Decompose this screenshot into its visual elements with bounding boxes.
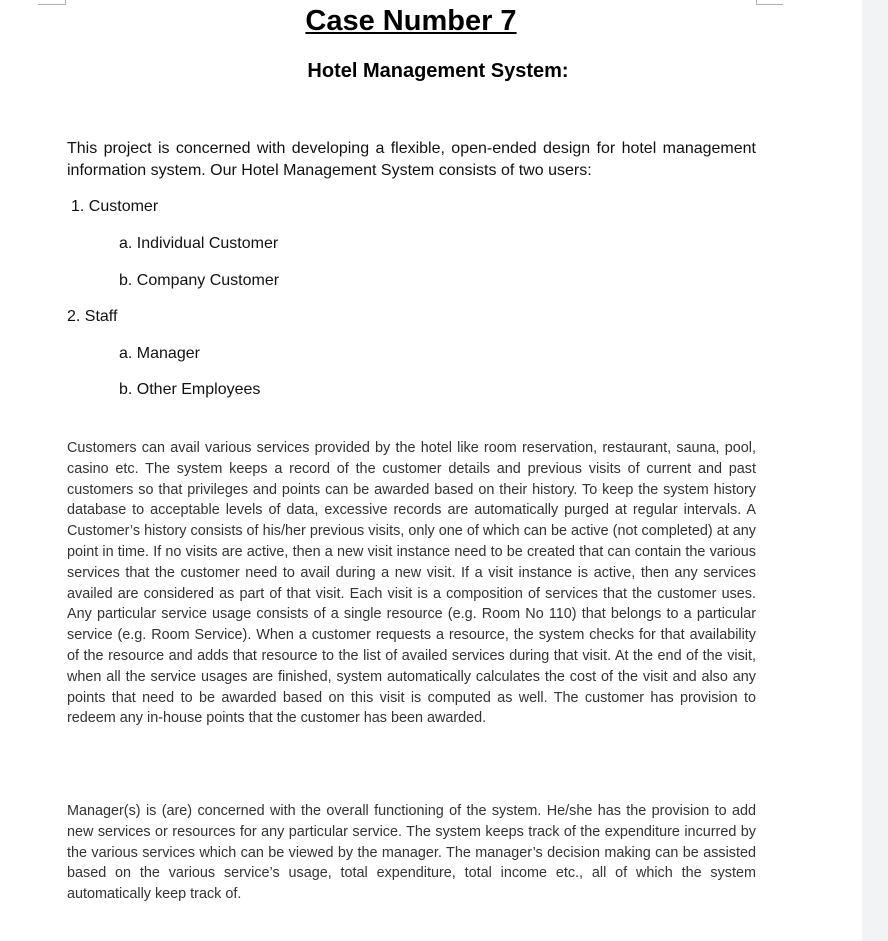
manager-paragraph: Manager(s) is (are) concerned with the overall functioning of the system. He/she has the provision to add new services or resources for any particular service. The system keeps track of the expenditure incurred by the various services which can be viewed by the manager. The manager’s decision making can be assisted based on the various service’s usage, total expenditure, total income etc., all of which the system automatically keep track of. bbox=[67, 803, 756, 903]
document-title: Case Number 7 bbox=[305, 5, 517, 37]
intro-paragraph: This project is concerned with developing a flexible, open-ended design for hotel management information system. Our Hotel Management System consists of two users: bbox=[67, 140, 756, 179]
list-subitem-other-employees: b. Other Employees bbox=[119, 381, 261, 398]
document-subtitle: Hotel Management System: bbox=[307, 60, 569, 82]
list-subitem-individual-customer: a. Individual Customer bbox=[119, 235, 279, 252]
customer-services-paragraph: Customers can avail various services provided by the hotel like room reservation, restaurant, sauna, pool, casino etc. The system keeps a record of the customer details and previous visits of current and past customers so that privileges and points can be awarded based on their history. To keep the system history database to acceptable levels of data, excessive records are automatically purged at regular intervals. A Customer’s history consists of his/her previous visits, only one of which can be active (not completed) at any point in time. If no visits are active, then a new visit instance need to be created that can contain the various services that the customer need to avail during a new visit. If a visit instance is active, then any services availed are considered as part of that visit. Each visit is a composition of services that the customer uses. Any particular service usage consists of a single resource (e.g. Room No 110) that belongs to a particular service (e.g. Room Service). When a customer requests a resource, the system checks for that availability of the resource and adds that resource to the list of availed services during that visit. At the end of the visit, when all the service usages are finished, system automatically calculates the cost of the visit and also any points that need to be awarded based on this visit is computed as well. The customer has provision to redeem any in-house points that the customer has been awarded. bbox=[67, 440, 756, 727]
list-subitem-company-customer: b. Company Customer bbox=[119, 272, 280, 289]
list-subitem-manager: a. Manager bbox=[119, 345, 200, 362]
list-item-customer: 1. Customer bbox=[71, 198, 159, 215]
list-item-staff: 2. Staff bbox=[67, 308, 118, 325]
viewer-scroll-gutter[interactable] bbox=[862, 0, 888, 941]
